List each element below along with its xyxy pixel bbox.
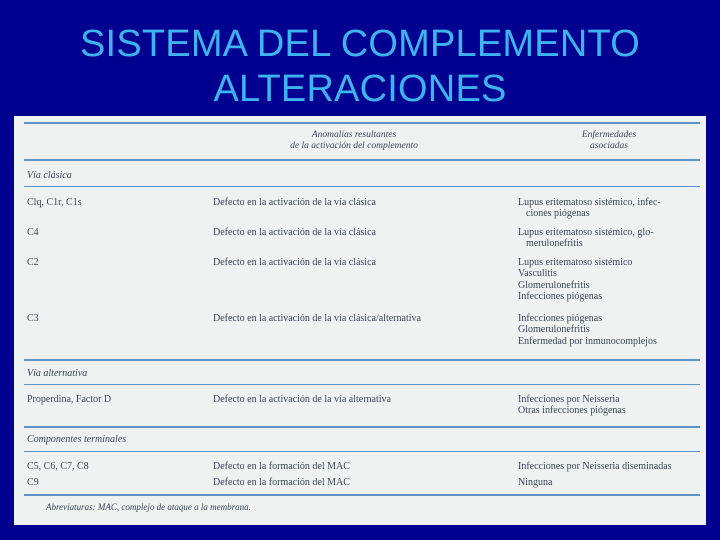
footnote: Abreviaturas: MAC, complejo de ataque a la membrana. (46, 502, 251, 512)
row-diseases (518, 313, 657, 347)
row-anomaly: Defecto en la activación de la vía clásica (213, 197, 376, 208)
slide-title (0, 22, 720, 112)
row-component: C3 (27, 313, 39, 324)
header-bottom-rule (24, 159, 700, 161)
disease-line: Ninguna (518, 477, 553, 488)
disease-line: Glomerulonefritis (518, 279, 590, 291)
row-diseases (518, 257, 632, 302)
row-component: C2 (27, 257, 39, 268)
disease-line: Lupus eritematoso sistémico, glo- (518, 227, 654, 238)
header-anomalies-line-1: Anomalías resultantes (311, 130, 397, 140)
row-component: C9 (27, 477, 39, 488)
row-anomaly: Defecto en la formación del MAC (213, 477, 350, 488)
disease-line: Otras infecciones piógenas (518, 405, 626, 417)
scanned-table (14, 116, 706, 525)
row-diseases (518, 227, 654, 250)
slide-title-line-2: ALTERACIONES (213, 68, 507, 110)
row-component: C4 (27, 227, 39, 238)
section-title-terminal: Componentes terminales (27, 434, 127, 445)
header-diseases-line-2: asociadas (590, 141, 628, 151)
disease-line: Vasculitis (518, 268, 557, 280)
disease-line: Infecciones por Neisseria diseminadas (518, 461, 672, 472)
row-anomaly: Defecto en la activación de la vía clásica/alternativa (213, 313, 421, 324)
header-diseases-line-1: Enfermedades (581, 130, 637, 140)
row-diseases (518, 461, 672, 472)
table-top-rule (24, 122, 700, 124)
row-diseases (518, 477, 552, 488)
table-bottom-rule (24, 494, 700, 496)
row-diseases (518, 394, 626, 417)
disease-line: Infecciones por Neisseria (518, 394, 620, 405)
disease-line: Lupus eritematoso sistémico, infec- (518, 197, 661, 208)
section-divider (24, 359, 700, 361)
section-divider (24, 426, 700, 428)
slide-title-line-1: SISTEMA DEL COMPLEMENTO (80, 23, 640, 65)
section-rule (24, 384, 700, 385)
disease-line: Lupus eritematoso sistémico (518, 257, 633, 268)
disease-line: Glomerulonefritis (518, 324, 590, 336)
row-diseases (518, 197, 661, 220)
disease-line: Infecciones piógenas (518, 313, 603, 324)
section-title-alternative: Vía alternativa (27, 368, 88, 379)
section-rule (24, 451, 700, 452)
row-anomaly: Defecto en la activación de la vía clásica (213, 257, 376, 268)
header-anomalies-line-2: de la activación del complemento (290, 141, 418, 151)
disease-line: ciones piógenas (526, 208, 590, 220)
header-diseases (554, 130, 664, 152)
row-component: C5, C6, C7, C8 (27, 461, 89, 472)
header-anomalies (254, 130, 454, 152)
section-rule (24, 186, 700, 187)
row-component: Clq, C1r, C1s (27, 197, 82, 208)
row-component: Properdina, Factor D (27, 394, 112, 405)
row-anomaly: Defecto en la activación de la vía clásica (213, 227, 376, 238)
row-anomaly: Defecto en la formación del MAC (213, 461, 350, 472)
disease-line: merulonefritis (526, 238, 583, 250)
section-title-classical: Vía clásica (27, 170, 72, 181)
disease-line: Enfermedad por inmunocomplejos (518, 335, 657, 347)
disease-line: Infecciones piógenas (518, 290, 603, 302)
row-anomaly: Defecto en la activación de la vía alternativa (213, 394, 391, 405)
